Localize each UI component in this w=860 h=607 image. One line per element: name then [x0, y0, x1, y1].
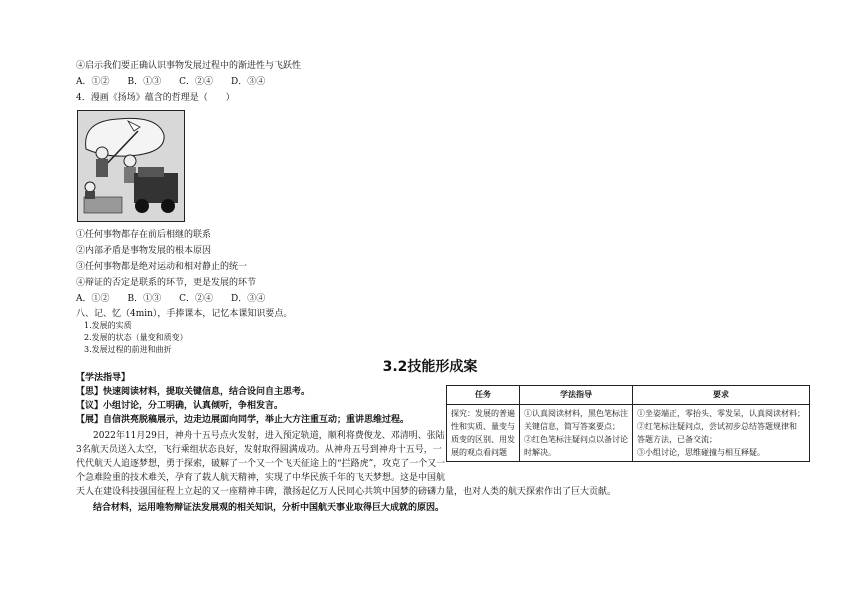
q4-choices: A．①② B．①③ C．②④ D．③④	[76, 294, 266, 304]
guide-heading: 【学法指导】	[76, 373, 131, 383]
cartoon-illustration	[78, 111, 184, 221]
task-table-row	[447, 405, 810, 462]
task-line: 展的观点看问题	[451, 448, 507, 457]
task-line: 性和实质、量变与	[451, 422, 515, 431]
guide-rule-discuss: 【议】小组讨论，分工明确，认真倾听，争相发言。	[76, 401, 284, 411]
material-line: 个急难险重的技术难关，孕育了载人航天精神，实现了中华民族千年的飞天梦想。这是中国航	[76, 473, 446, 483]
review-item: 1.发展的实质	[84, 321, 132, 330]
material-question: 结合材料，运用唯物辩证法发展观的相关知识，分析中国航天事业取得巨大成就的原因。	[93, 503, 445, 513]
review-item: 2.发展的状态（量变和质变）	[84, 333, 188, 342]
guide-rule-think: 【思】快速阅读材料，提取关键信息，结合设问自主思考。	[76, 387, 311, 397]
header-task: 任务	[447, 386, 520, 405]
material-line: 3名航天员送入太空，飞行乘组状态良好，发射取得圆满成功。从神舟五号到神舟十五号，一	[76, 445, 442, 455]
review-item: 3.发展过程的前进和曲折	[84, 345, 172, 354]
task-cell	[447, 405, 520, 462]
material-line: 天人在建设科技强国征程上立起的又一座精神丰碑，激扬起亿万人民同心共筑中国梦的磅礴力量，也对人类的航天探索作出了巨大贡献。	[76, 487, 617, 497]
material-line: 2022年11月29日，神舟十五号点火发射，进入预定轨道，顺利将费俊龙、邓清明、张陆	[93, 431, 445, 441]
task-table	[446, 385, 810, 462]
requirement-line: ③小组讨论，思维碰撞与相互释疑。	[637, 448, 765, 457]
task-line: 质变的区别、用发	[451, 435, 515, 444]
q4-option-2: ②内部矛盾是事物发展的根本原因	[76, 246, 212, 256]
method-cell	[520, 405, 633, 462]
review-heading: 八、记、忆（4min），手捧课本，记忆本课知识要点。	[76, 309, 293, 319]
requirement-line: ①坐姿端正，零抬头、零发呆，认真阅读材料；	[637, 409, 805, 418]
material-line: 代代航天人追逐梦想，勇于探索，破解了一个又一个飞天征途上的“拦路虎”，攻克了一个又一	[76, 459, 446, 469]
task-line: 探究：发展的普遍	[451, 409, 515, 418]
q4-option-1: ①任何事物都存在前后相继的联系	[76, 230, 212, 240]
q4-option-4: ④辩证的否定是联系的环节，更是发展的环节	[76, 278, 257, 288]
guide-rule-present: 【展】自信洪亮脱稿展示，边走边展面向同学，举止大方注重互动；重讲思维过程。	[76, 415, 410, 425]
q3-option-4: ④启示我们要正确认识事物发展过程中的渐进性与飞跃性	[76, 61, 302, 71]
task-table-header-row	[447, 386, 810, 405]
header-requirement: 要求	[633, 386, 810, 405]
cartoon-winnowing	[77, 110, 185, 222]
section-title: 3.2技能形成案	[382, 359, 478, 375]
requirement-line: 答题方法，已备交流；	[637, 435, 717, 444]
q4-option-3: ③任何事物都是绝对运动和相对静止的统一	[76, 262, 248, 272]
method-line: 关键信息，简写答案要点；	[524, 422, 620, 431]
header-method: 学法指导	[520, 386, 633, 405]
method-line: 时解决。	[524, 448, 556, 457]
requirement-cell	[633, 405, 810, 462]
method-line: ②红色笔标注疑问点以备讨论	[524, 435, 628, 444]
method-line: ①认真阅读材料，黑色笔标注	[524, 409, 628, 418]
requirement-line: ②红笔标注疑问点，尝试初步总结答题规律和	[637, 422, 797, 431]
q3-choices: A．①② B．①③ C．②④ D．③④	[76, 77, 266, 87]
q4-stem: 4．漫画《扬场》蕴含的哲理是（ ）	[76, 93, 235, 103]
